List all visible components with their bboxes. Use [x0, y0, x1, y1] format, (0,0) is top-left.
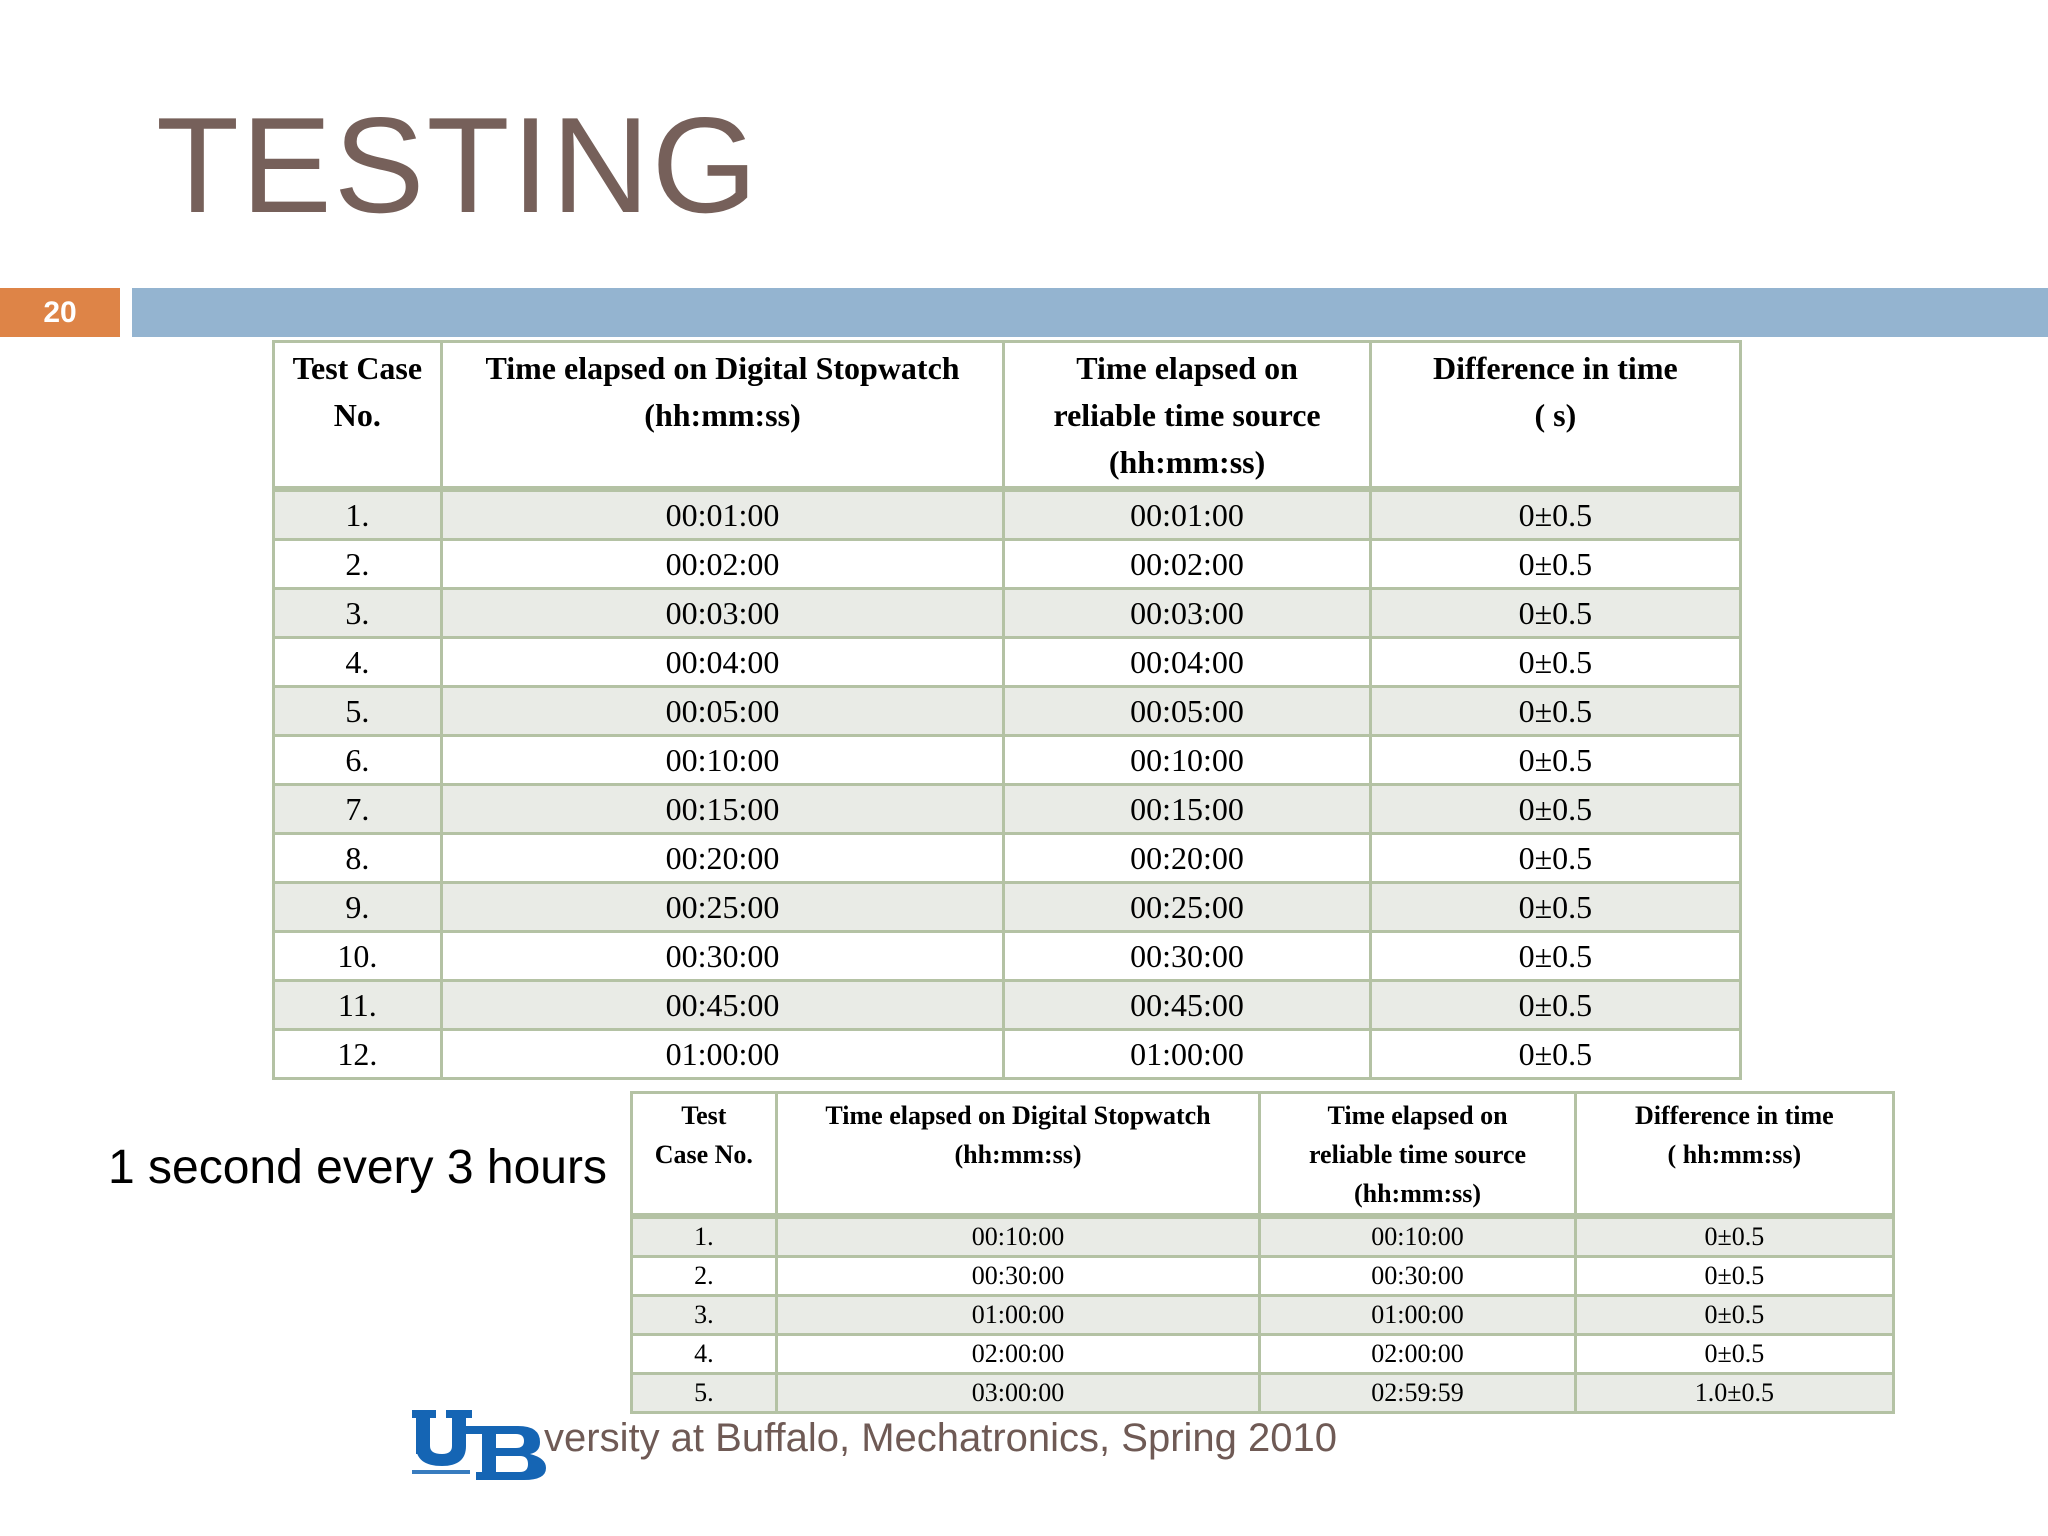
table-cell: 00:02:00: [441, 540, 1004, 589]
column-header: [1370, 342, 1740, 490]
column-header-line: (hh:mm:ss): [1108, 444, 1266, 480]
table-row: [274, 736, 1741, 785]
table-cell: 4.: [632, 1335, 777, 1374]
table-cell: 00:04:00: [441, 638, 1004, 687]
table-cell: 00:25:00: [441, 883, 1004, 932]
column-header-line: Time elapsed on Digital Stopwatch: [485, 350, 960, 386]
drift-note: 1 second every 3 hours: [108, 1141, 607, 1194]
slide-title: TESTING: [156, 89, 760, 241]
table-cell: 0±0.5: [1370, 638, 1740, 687]
table-row: [274, 932, 1741, 981]
stopwatch-test-table: [272, 340, 1742, 1080]
column-header: [1575, 1093, 1893, 1217]
table-cell: 02:59:59: [1260, 1374, 1575, 1413]
column-header-line: reliable time source: [1308, 1140, 1527, 1169]
table-row: [632, 1296, 1894, 1335]
table-row: [632, 1257, 1894, 1296]
table-cell: 0±0.5: [1370, 589, 1740, 638]
table-row: [274, 589, 1741, 638]
table-cell: 00:20:00: [1004, 834, 1370, 883]
column-header-line: Case No.: [654, 1140, 753, 1169]
column-header-line: reliable time source: [1053, 397, 1321, 433]
table-row: [632, 1374, 1894, 1413]
column-header: [441, 342, 1004, 490]
column-header-line: Difference in time: [1433, 350, 1678, 386]
table-cell: 1.0±0.5: [1575, 1374, 1893, 1413]
table-row: [274, 540, 1741, 589]
table-cell: 02:00:00: [1260, 1335, 1575, 1374]
table-cell: 00:10:00: [1260, 1216, 1575, 1257]
column-header-line: Difference in time: [1634, 1101, 1834, 1130]
table-cell: 00:20:00: [441, 834, 1004, 883]
table-cell: 00:05:00: [441, 687, 1004, 736]
table-row: [274, 1030, 1741, 1079]
table-cell: 6.: [274, 736, 442, 785]
table-cell: 00:05:00: [1004, 687, 1370, 736]
table-row: [274, 981, 1741, 1030]
table-row: [274, 687, 1741, 736]
table-cell: 3.: [632, 1296, 777, 1335]
table-cell: 0±0.5: [1370, 785, 1740, 834]
table-cell: 0±0.5: [1370, 687, 1740, 736]
table-cell: 1.: [632, 1216, 777, 1257]
column-header: [776, 1093, 1260, 1217]
table-cell: 2.: [632, 1257, 777, 1296]
table-cell: 00:45:00: [441, 981, 1004, 1030]
column-header: [1004, 342, 1370, 490]
table-cell: 00:30:00: [441, 932, 1004, 981]
table-cell: 00:30:00: [776, 1257, 1260, 1296]
column-header: [274, 342, 442, 490]
table-cell: 11.: [274, 981, 442, 1030]
table-cell: 01:00:00: [1004, 1030, 1370, 1079]
table-cell: 01:00:00: [776, 1296, 1260, 1335]
table-cell: 0±0.5: [1370, 883, 1740, 932]
table-cell: 01:00:00: [1260, 1296, 1575, 1335]
table-cell: 0±0.5: [1370, 1030, 1740, 1079]
table-cell: 00:01:00: [1004, 489, 1370, 540]
column-header-line: Time elapsed on: [1076, 350, 1298, 386]
column-header: [1260, 1093, 1575, 1217]
table-cell: 00:10:00: [776, 1216, 1260, 1257]
ub-logo-icon: [412, 1404, 548, 1480]
table-row: [274, 785, 1741, 834]
table-cell: 4.: [274, 638, 442, 687]
table-row: [274, 834, 1741, 883]
table-cell: 0±0.5: [1370, 540, 1740, 589]
table-cell: 0±0.5: [1370, 932, 1740, 981]
table-cell: 00:04:00: [1004, 638, 1370, 687]
table-cell: 2.: [274, 540, 442, 589]
table-cell: 00:10:00: [441, 736, 1004, 785]
table-cell: 3.: [274, 589, 442, 638]
table-cell: 0±0.5: [1370, 489, 1740, 540]
column-header-line: No.: [333, 397, 381, 433]
table-cell: 00:03:00: [441, 589, 1004, 638]
table-cell: 02:00:00: [776, 1335, 1260, 1374]
column-header-line: Test: [681, 1101, 727, 1130]
table-cell: 0±0.5: [1575, 1216, 1893, 1257]
table-cell: 10.: [274, 932, 442, 981]
footer-text: versity at Buffalo, Mechatronics, Spring 2010: [544, 1416, 1338, 1460]
table-cell: 0±0.5: [1370, 981, 1740, 1030]
table-row: [632, 1335, 1894, 1374]
table-cell: 01:00:00: [441, 1030, 1004, 1079]
table-cell: 0±0.5: [1370, 834, 1740, 883]
table-cell: 8.: [274, 834, 442, 883]
table-cell: 03:00:00: [776, 1374, 1260, 1413]
table-cell: 00:02:00: [1004, 540, 1370, 589]
table-row: [274, 489, 1741, 540]
header-band: [132, 288, 2048, 337]
table-cell: 00:30:00: [1004, 932, 1370, 981]
table-header: [274, 342, 1741, 490]
table-cell: 5.: [274, 687, 442, 736]
table-cell: 0±0.5: [1575, 1296, 1893, 1335]
long-duration-test-table: [630, 1091, 1895, 1414]
table-cell: 7.: [274, 785, 442, 834]
table-cell: 0±0.5: [1575, 1257, 1893, 1296]
column-header-line: Test Case: [292, 350, 423, 386]
table-cell: 00:03:00: [1004, 589, 1370, 638]
table-cell: 00:25:00: [1004, 883, 1370, 932]
column-header: [632, 1093, 777, 1217]
table-body: [632, 1216, 1894, 1413]
column-header-line: Time elapsed on Digital Stopwatch: [825, 1101, 1211, 1130]
table-cell: 00:01:00: [441, 489, 1004, 540]
column-header-line: (hh:mm:ss): [644, 397, 801, 433]
table-cell: 00:10:00: [1004, 736, 1370, 785]
table-cell: 00:45:00: [1004, 981, 1370, 1030]
table-cell: 5.: [632, 1374, 777, 1413]
table-row: [274, 883, 1741, 932]
column-header-line: (hh:mm:ss): [1353, 1179, 1482, 1208]
table-cell: 12.: [274, 1030, 442, 1079]
table-row: [632, 1216, 1894, 1257]
table-cell: 9.: [274, 883, 442, 932]
column-header-line: ( hh:mm:ss): [1667, 1140, 1802, 1169]
column-header-line: ( s): [1534, 397, 1577, 433]
table-cell: 00:15:00: [1004, 785, 1370, 834]
table-cell: 1.: [274, 489, 442, 540]
table-body: [274, 489, 1741, 1079]
table-cell: 00:30:00: [1260, 1257, 1575, 1296]
slide-number: 20: [0, 288, 120, 337]
column-header-line: (hh:mm:ss): [954, 1140, 1082, 1169]
column-header-line: Time elapsed on: [1327, 1101, 1508, 1130]
table-row: [274, 638, 1741, 687]
table-cell: 00:15:00: [441, 785, 1004, 834]
table-header: [632, 1093, 1894, 1217]
table-cell: 0±0.5: [1575, 1335, 1893, 1374]
table-cell: 0±0.5: [1370, 736, 1740, 785]
